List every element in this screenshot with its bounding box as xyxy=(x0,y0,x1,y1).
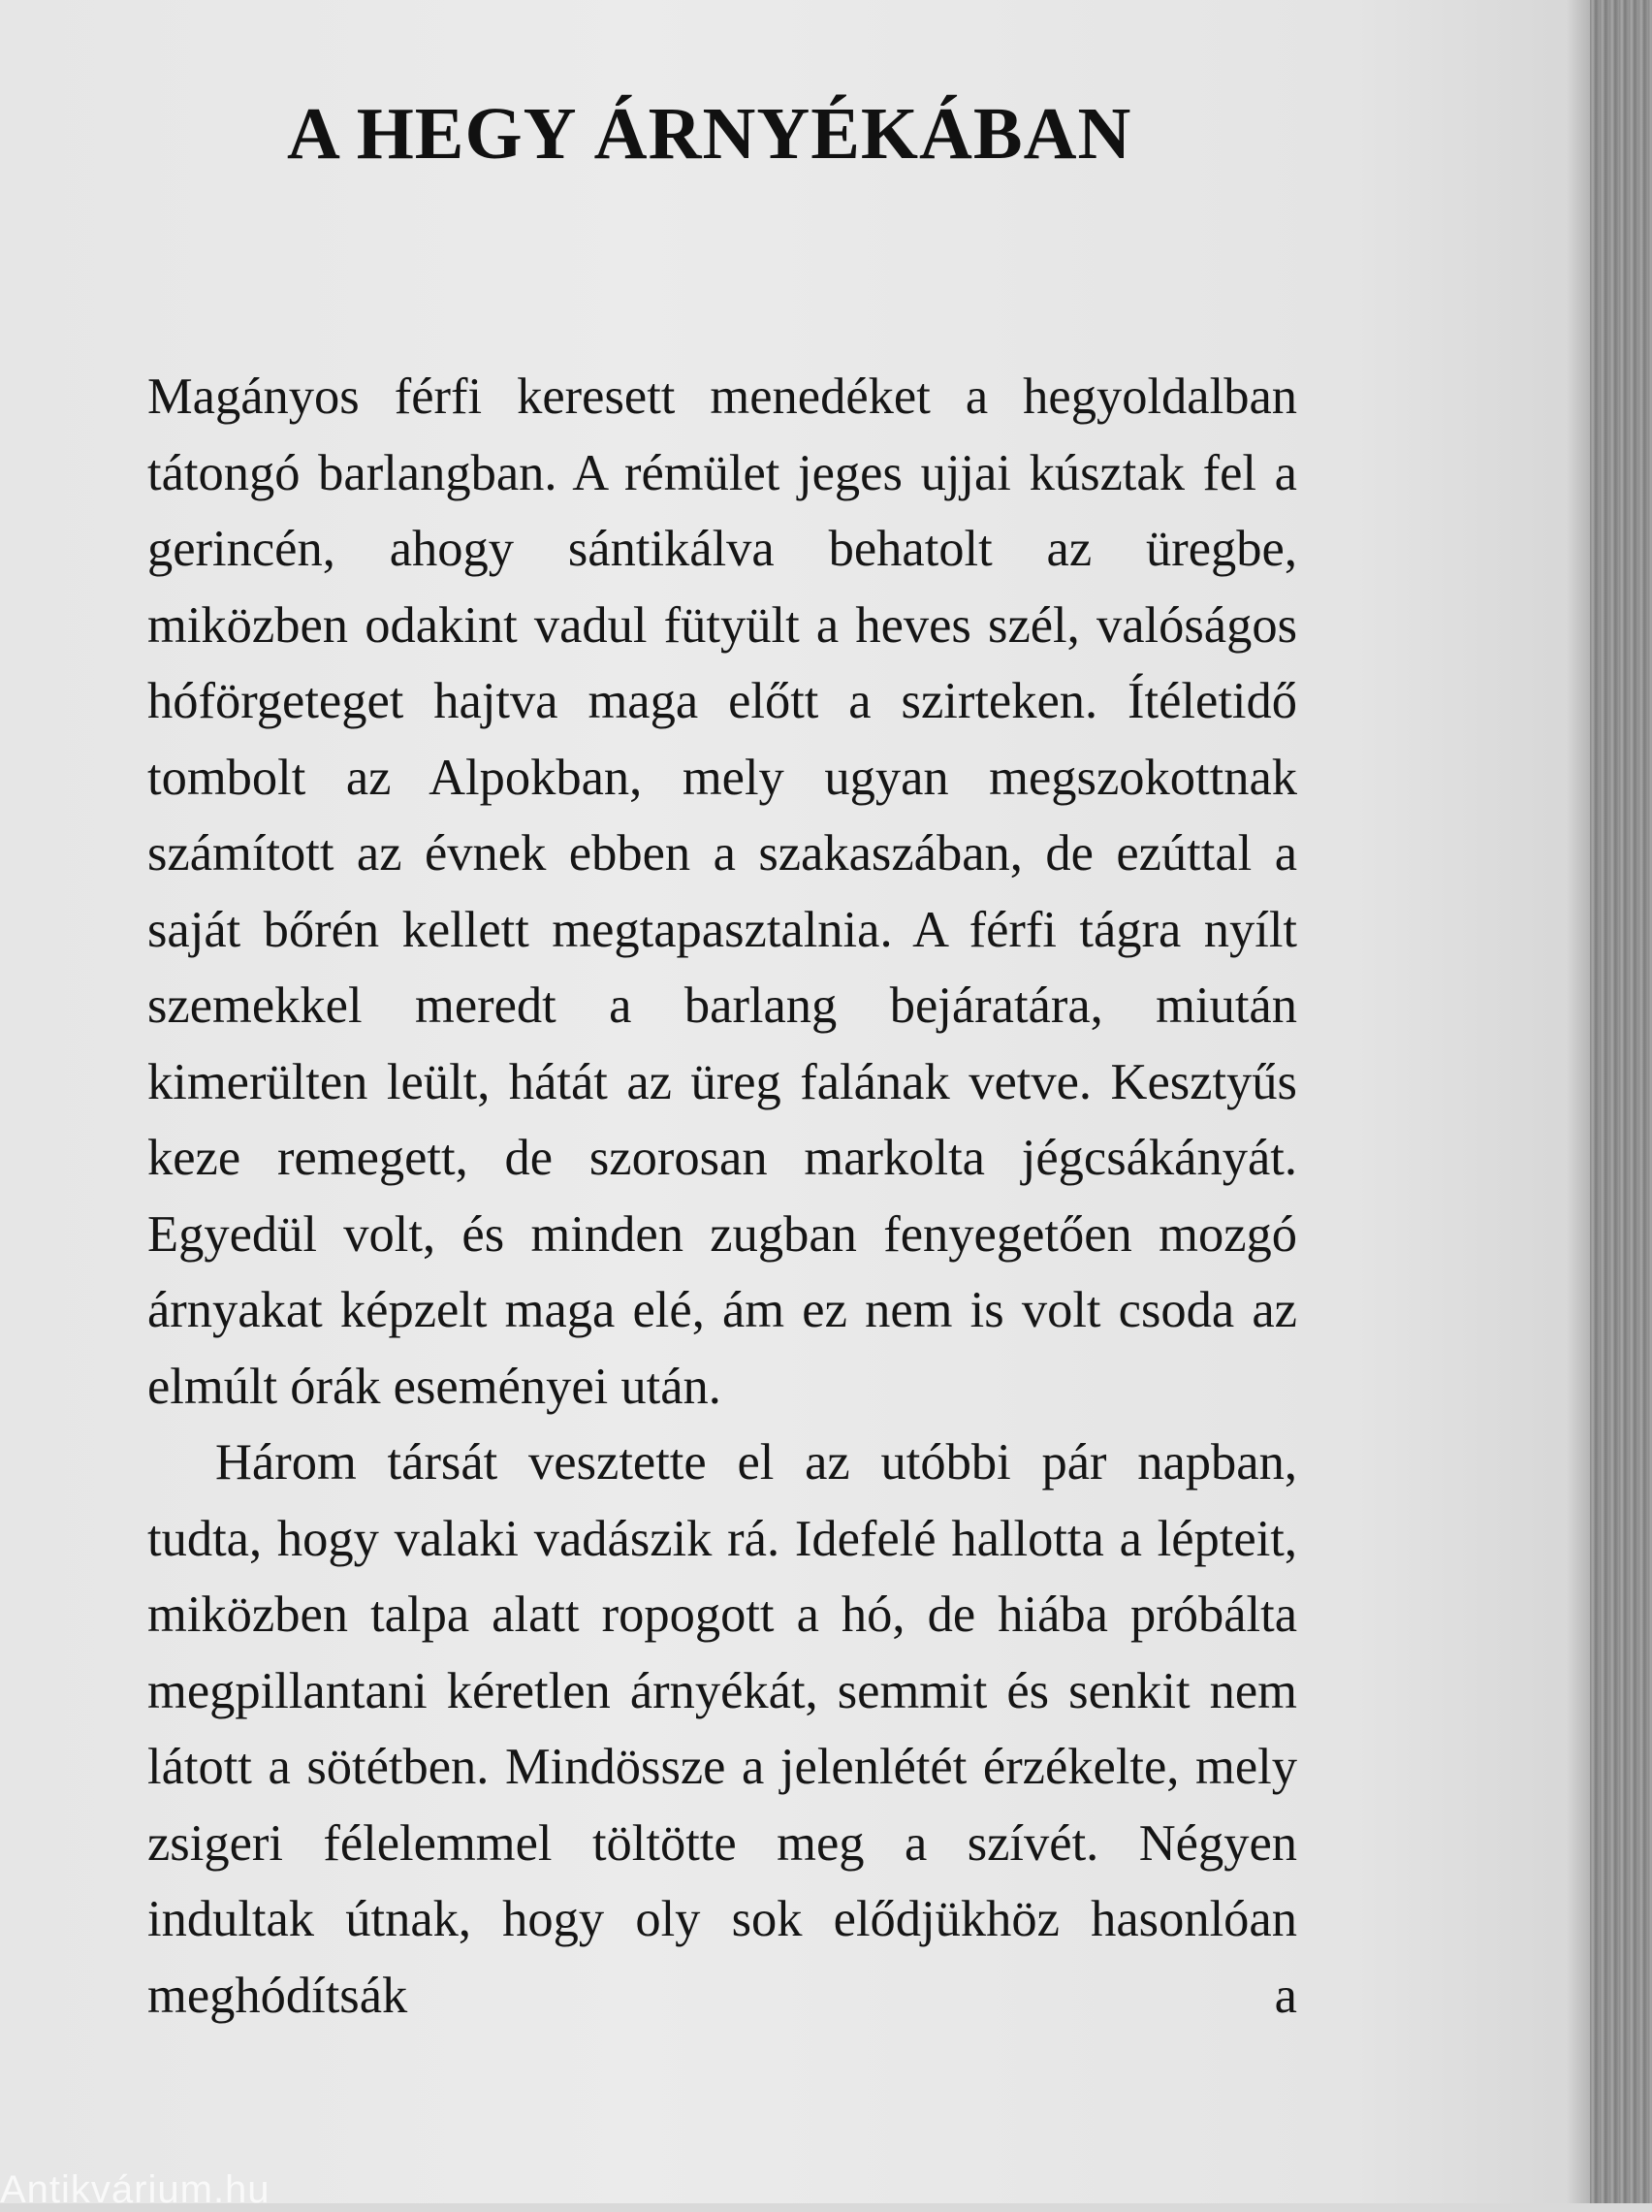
chapter-title: A HEGY ÁRNYÉKÁBAN xyxy=(287,93,1132,175)
page-shadow xyxy=(1567,0,1590,2203)
body-text xyxy=(147,359,1297,2034)
paragraph-1: Magányos férfi keresett menedéket a hegyoldalban tátongó barlangban. A rémület jeges ujjai kúsztak fel a gerincén, ahogy sántikálva behatolt az üregbe, miközben odakint vadul fütyült a heves szél, valóságos hóförgeteget hajtva maga előtt a szirteken. Ítéletidő tombolt az Alpokban, mely ugyan megszokottnak számított az évnek ebben a szakaszában, de ezúttal a saját bőrén kellett megtapasztalnia. A férfi tágra nyílt szemekkel meredt a barlang bejáratára, miután kimerülten leült, hátát az üreg falának vetve. Kesztyűs keze remegett, de szorosan markolta jégcsákányát. Egyedül volt, és minden zugban fenyegetően mozgó árnyakat képzelt maga elé, ám ez nem is volt csoda az elmúlt órák eseményei után. xyxy=(147,369,1297,1415)
paragraph-2: Három társát vesztette el az utóbbi pár napban, tudta, hogy valaki vadászik rá. Idefelé hallotta a lépteit, miközben talpa alatt ropogott a hó, de hiába próbálta megpillantani kéretlen árnyékát, semmit és senkit nem látott a sötétben. Mindössze a jelenlétét érzékelte, mely zsigeri félelemmel töltötte meg a szívét. Négyen indultak útnak, hogy oly sok elődjükhöz hasonlóan meghódítsák a xyxy=(147,1434,1297,2024)
watermark: Antikvárium.hu xyxy=(0,2168,270,2211)
book-page-edges xyxy=(1590,0,1652,2203)
